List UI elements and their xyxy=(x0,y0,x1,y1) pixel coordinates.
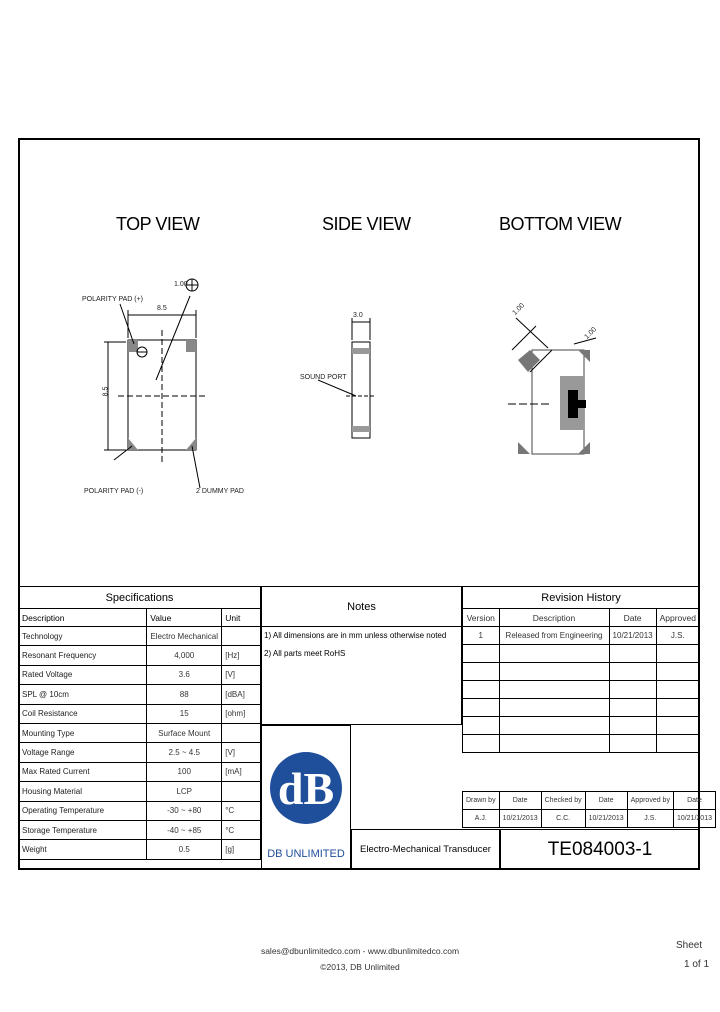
width-dimension: 8.5 xyxy=(157,305,167,312)
spec-value: LCP xyxy=(147,782,222,801)
bottom-dimension-b: 1.00 xyxy=(583,326,599,341)
top-view-drawing xyxy=(104,279,206,488)
spec-unit xyxy=(222,782,261,801)
spec-unit: [mA] xyxy=(222,762,261,781)
top-view-title: TOP VIEW xyxy=(116,214,200,234)
logo-text: DB UNLIMITED xyxy=(267,848,345,860)
spec-unit: [ohm] xyxy=(222,704,261,723)
spec-unit xyxy=(222,723,261,742)
sound-port-label: SOUND PORT xyxy=(300,374,347,381)
spec-header-unit: Unit xyxy=(222,609,261,627)
signoff-header: Checked by xyxy=(541,792,585,810)
spec-description: Storage Temperature xyxy=(19,820,147,839)
rev-header-version: Version xyxy=(463,609,500,627)
signoff-header: Drawn by xyxy=(463,792,500,810)
spec-unit: °C xyxy=(222,801,261,820)
table-row xyxy=(19,685,261,704)
rev-header-date: Date xyxy=(609,609,656,627)
spec-description: Rated Voltage xyxy=(19,665,147,684)
spec-description: Coil Resistance xyxy=(19,704,147,723)
table-row xyxy=(19,646,261,665)
svg-text:dB: dB xyxy=(277,763,335,814)
signoff-value: 10/21/2013 xyxy=(673,810,715,828)
spec-description: Max Rated Current xyxy=(19,762,147,781)
height-dimension: 8.5 xyxy=(102,386,110,397)
note-item: 2) All parts meet RoHS xyxy=(264,649,346,658)
revision-table xyxy=(462,586,700,753)
spec-unit xyxy=(222,627,261,646)
sheet-value: 1 of 1 xyxy=(684,959,710,970)
footer-contact: sales@dbunlimitedco.com - www.dbunlimitedco.com xyxy=(260,946,460,956)
side-dimension: 3.0 xyxy=(353,312,363,319)
product-description: Electro-Mechanical Transducer xyxy=(351,829,500,870)
table-row xyxy=(19,782,261,801)
specifications-title: Specifications xyxy=(19,587,261,609)
rev-header-approved: Approved xyxy=(656,609,699,627)
table-row xyxy=(19,762,261,781)
spec-description: Resonant Frequency xyxy=(19,646,147,665)
rev-header-description: Description xyxy=(499,609,609,627)
table-row xyxy=(19,627,261,646)
side-view-title: SIDE VIEW xyxy=(322,214,411,234)
spec-value: 3.6 xyxy=(147,665,222,684)
spec-description: SPL @ 10cm xyxy=(19,685,147,704)
table-row xyxy=(19,743,261,762)
specifications-table xyxy=(18,586,261,860)
signoff-header: Date xyxy=(585,792,627,810)
spec-unit: [V] xyxy=(222,665,261,684)
spec-unit: [Hz] xyxy=(222,646,261,665)
signoff-value: J.S. xyxy=(627,810,673,828)
spec-value: Electro Mechanical xyxy=(147,627,222,646)
spec-value: 88 xyxy=(147,685,222,704)
spec-value: 0.5 xyxy=(147,840,222,859)
spec-value: 2.5 ~ 4.5 xyxy=(147,743,222,762)
footer-copyright: ©2013, DB Unlimited xyxy=(320,962,400,972)
spec-description: Operating Temperature xyxy=(19,801,147,820)
rev-date: 10/21/2013 xyxy=(609,627,656,645)
table-row xyxy=(19,704,261,723)
signoff-table xyxy=(462,791,716,828)
spec-description: Technology xyxy=(19,627,147,646)
logo-mark xyxy=(262,726,352,846)
spec-description: Weight xyxy=(19,840,147,859)
signoff-value: C.C. xyxy=(541,810,585,828)
rev-version: 1 xyxy=(463,627,500,645)
spec-unit: °C xyxy=(222,820,261,839)
table-row xyxy=(19,840,261,859)
spec-unit: [g] xyxy=(222,840,261,859)
dummy-pad-label: 2 DUMMY PAD xyxy=(196,488,244,495)
spec-unit: [dBA] xyxy=(222,685,261,704)
bottom-view-drawing xyxy=(508,318,596,454)
spec-header-description: Description xyxy=(19,609,147,627)
spec-unit: [V] xyxy=(222,743,261,762)
table-row xyxy=(19,665,261,684)
spec-value: -40 ~ +85 xyxy=(147,820,222,839)
notes-body xyxy=(261,627,462,725)
sheet-label: Sheet xyxy=(676,940,703,951)
table-row xyxy=(19,820,261,839)
part-number: TE084003-1 xyxy=(500,829,700,870)
spec-value: Surface Mount xyxy=(147,723,222,742)
notes-title: Notes xyxy=(261,586,462,627)
rev-description: Released from Engineering xyxy=(499,627,609,645)
spec-description: Mounting Type xyxy=(19,723,147,742)
revision-title: Revision History xyxy=(463,587,700,609)
signoff-header: Approved by xyxy=(627,792,673,810)
signoff-value: 10/21/2013 xyxy=(499,810,541,828)
signoff-value: A.J. xyxy=(463,810,500,828)
bottom-dimension-a: 1.00 xyxy=(511,302,527,317)
spec-value: 15 xyxy=(147,704,222,723)
spec-header-value: Value xyxy=(147,609,222,627)
table-row xyxy=(19,723,261,742)
table-row xyxy=(19,801,261,820)
spec-value: -30 ~ +80 xyxy=(147,801,222,820)
rev-approved: J.S. xyxy=(656,627,699,645)
signoff-header: Date xyxy=(673,792,715,810)
spec-value: 4,000 xyxy=(147,646,222,665)
spec-value: 100 xyxy=(147,762,222,781)
signoff-value: 10/21/2013 xyxy=(585,810,627,828)
logo xyxy=(261,725,351,870)
spec-description: Voltage Range xyxy=(19,743,147,762)
spec-description: Housing Material xyxy=(19,782,147,801)
signoff-header: Date xyxy=(499,792,541,810)
bottom-view-title: BOTTOM VIEW xyxy=(499,214,622,234)
port-dimension: 1.00 xyxy=(174,281,188,288)
table-row xyxy=(463,627,700,645)
note-item: 1) All dimensions are in mm unless otherwise noted xyxy=(264,631,447,640)
polarity-pad-minus-label: POLARITY PAD (-) xyxy=(84,488,144,495)
polarity-pad-plus-label: POLARITY PAD (+) xyxy=(82,296,144,303)
